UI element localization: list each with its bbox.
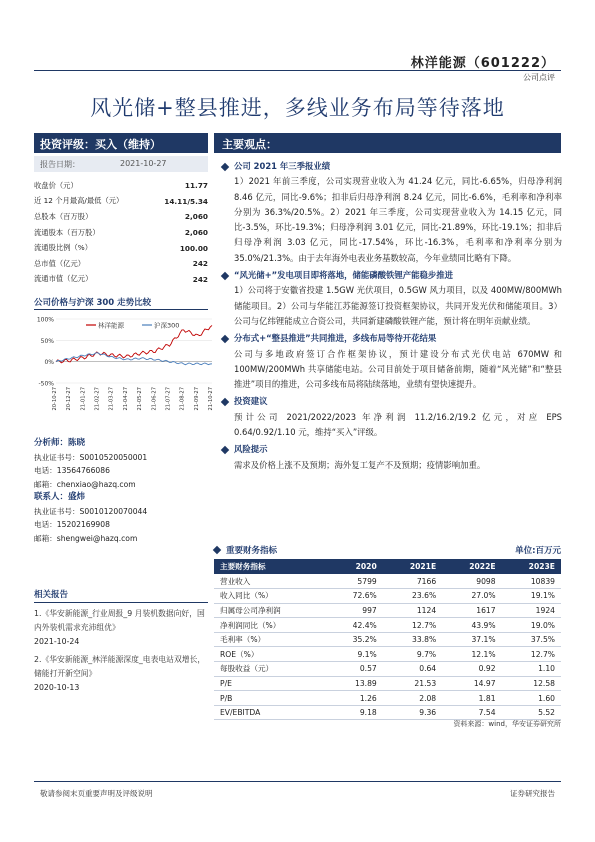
x-tick-label: 21-05-27 xyxy=(137,387,144,411)
x-tick-label: 20-10-27 xyxy=(52,387,58,411)
report-type: 公司点评 xyxy=(523,73,555,82)
fin-cell: 0.64 xyxy=(383,662,442,677)
main-views-bar: 主要观点： xyxy=(214,133,561,153)
fin-header-cell: 主要财务指标 xyxy=(214,559,327,574)
fin-cell: 13.89 xyxy=(327,676,383,691)
fin-cell: 7166 xyxy=(383,574,442,589)
fin-cell: 43.9% xyxy=(442,618,501,633)
fin-cell: 23.6% xyxy=(383,589,442,604)
view-paragraph: 1）2021 年前三季度，公司实现营业收入为 41.24 亿元，同比-6.65%，归母净利润 8.46 亿元，同比-9.6%；扣非后归母净利润 8.24 亿元，同比-6.6%，毛利率和净利率分别为 36.3%/20.5%。2）2021 年三季度，公司实现营业收入为 14.15 亿元，同比-3.5%，环比-19.3%；归母净利润 3.01 亿元，同比-21.89%，环比-19.1%；扣非后归母净利润 3.03 亿元，同比-17.54%，环比-16.3%，毛利率和净利率分别为 35.0%/21.3%。由于去年海外电表业务基数较高，今年业绩同比略有下降。 xyxy=(234,176,562,263)
y-tick-label: 50% xyxy=(40,337,54,345)
y-tick-label: 100% xyxy=(36,316,54,324)
table-row xyxy=(214,632,561,647)
stat-row xyxy=(34,256,208,272)
fin-cell: 12.58 xyxy=(502,676,561,691)
fin-cell: 9.7% xyxy=(383,647,442,662)
fin-cell: 净利润同比（%） xyxy=(214,618,327,633)
fin-cell: 10839 xyxy=(502,574,561,589)
view-heading-text: 分布式+“整县推进”共同推进，多线布局等待开花结果 xyxy=(234,333,437,344)
table-row xyxy=(214,618,561,633)
legend-label: 林洋能源 xyxy=(98,321,124,330)
stat-label: 流通股比例（%） xyxy=(34,243,93,253)
report-date-bar xyxy=(34,156,208,172)
fin-cell: EV/EBITDA xyxy=(214,705,327,720)
stat-label: 流通股本（百万股） xyxy=(34,227,100,237)
fin-cell: 14.97 xyxy=(442,676,501,691)
fin-cell: 37.5% xyxy=(502,632,561,647)
table-row xyxy=(214,705,561,720)
analyst-contact: 执业证书号：S0010520050001 xyxy=(34,452,148,462)
fin-cell: 9.18 xyxy=(327,705,383,720)
view-paragraph: 公司与多地政府签订合作框架协议，预计建设分布式光伏电站 670MW 和 100MW/200MWh 共享储能电站。公司目前处于项目储备前期，随着“风光储”和“整县推进”项目的推进，公司多线布局将陆续落地，业绩有望快速提升。 xyxy=(234,348,562,390)
x-tick-label: 21-08-27 xyxy=(179,387,186,411)
fin-cell: 27.0% xyxy=(442,589,501,604)
related-report-link[interactable]: 1.《华安新能源_行业周报_9 月装机数据向好，国内外装机需求充沛组优》 xyxy=(34,609,205,632)
x-tick-label: 21-04-27 xyxy=(122,387,129,411)
view-heading-text: 公司 2021 年三季报业绩 xyxy=(234,161,331,171)
stat-value: 242 xyxy=(192,259,208,269)
analyst-contact: 邮箱：chenxiao@hazq.com xyxy=(34,479,136,489)
stat-row xyxy=(34,194,208,210)
stat-value: 2,060 xyxy=(184,212,208,222)
x-tick-label: 21-07-27 xyxy=(165,387,172,411)
rating-bar: 投资评级：买入（维持） xyxy=(34,133,208,153)
stat-value: 2,060 xyxy=(184,228,208,238)
diamond-icon xyxy=(213,546,221,554)
x-tick-label: 21-06-27 xyxy=(151,387,158,411)
related-divider xyxy=(34,602,208,603)
fin-cell: 2.08 xyxy=(383,691,442,706)
view-paragraph: 需求及价格上涨不及预期；海外复工复产不及预期；疫情影响加重。 xyxy=(234,459,486,470)
fin-header-cell: 2021E xyxy=(383,559,442,574)
footer-divider xyxy=(34,781,561,782)
fin-cell: 12.7% xyxy=(502,647,561,662)
financials-header xyxy=(214,544,561,556)
x-tick-label: 21-09-27 xyxy=(193,387,200,411)
fin-cell: 5799 xyxy=(327,574,383,589)
stat-label: 总股本（百万股） xyxy=(34,211,93,221)
fin-cell: P/B xyxy=(214,691,327,706)
x-tick-label: 21-01-27 xyxy=(80,387,87,411)
fin-cell: 997 xyxy=(327,603,383,618)
fin-cell: 9.1% xyxy=(327,647,383,662)
fin-cell: 营业收入 xyxy=(214,574,327,589)
fin-header-cell: 2023E xyxy=(502,559,561,574)
stock-stats xyxy=(34,178,208,287)
main-views xyxy=(222,158,562,475)
table-row xyxy=(214,603,561,618)
financials-unit: 单位:百万元 xyxy=(515,546,561,556)
fin-cell: 35.2% xyxy=(327,632,383,647)
price-chart-divider xyxy=(34,309,208,310)
table-row xyxy=(214,691,561,706)
fin-cell: 72.6% xyxy=(327,589,383,604)
fin-cell: 19.0% xyxy=(502,618,561,633)
stat-row xyxy=(34,225,208,241)
fin-cell: 21.53 xyxy=(383,676,442,691)
fin-cell: 9098 xyxy=(442,574,501,589)
fin-cell: P/E xyxy=(214,676,327,691)
view-heading xyxy=(222,394,562,409)
report-date-label: 报告日期： xyxy=(40,160,80,169)
x-tick-label: 20-12-27 xyxy=(66,387,73,411)
stat-row xyxy=(34,209,208,225)
fin-cell: 1.10 xyxy=(502,662,561,677)
stat-row xyxy=(34,240,208,256)
price-chart-svg xyxy=(34,313,218,431)
view-heading-text: “风光储+”发电项目即将落地，储能磷酸铁锂产能稳步推进 xyxy=(234,270,454,281)
x-tick-label: 21-02-27 xyxy=(94,387,101,411)
x-tick-label: 21-10-27 xyxy=(208,387,214,411)
fin-cell: 1.60 xyxy=(502,691,561,706)
fin-cell: 1617 xyxy=(442,603,501,618)
analyst-contact: 邮箱：shengwei@hazq.com xyxy=(34,533,138,543)
financials-table xyxy=(214,559,561,720)
related-report-date: 2020-10-13 xyxy=(34,683,80,692)
fin-cell: 5.52 xyxy=(502,705,561,720)
fin-cell: 33.8% xyxy=(383,632,442,647)
top-divider xyxy=(34,70,561,71)
view-paragraph: 1）公司将于安徽省投建 1.5GW 光伏项目，0.5GW 风力项目，以及 400MW/800MWh 储能项目。2）公司与华能江苏能源签订投资框架协议，共同开发光伏和储能项目。3）公司与亿纬锂能成立合资公司，共同新建磷酸铁锂产能，预计将在明年贡献业绩。 xyxy=(234,285,562,326)
y-tick-label: 0% xyxy=(44,359,54,367)
view-heading xyxy=(222,268,562,283)
view-paragraph: 预计公司 2021/2022/2023 年净利润 11.2/16.2/19.2 亿元，对应 EPS 0.64/0.92/1.10 元，维持“买入”评级。 xyxy=(234,411,562,438)
view-heading-text: 风险提示 xyxy=(234,444,268,455)
fin-cell: 1.81 xyxy=(442,691,501,706)
table-row xyxy=(214,676,561,691)
stat-value: 100.00 xyxy=(179,243,208,253)
analyst-name: 分析师：陈晓 xyxy=(34,438,86,448)
analyst-block xyxy=(34,437,208,545)
stat-row xyxy=(34,178,208,194)
table-row xyxy=(214,662,561,677)
fin-cell: 7.54 xyxy=(442,705,501,720)
fin-cell: 每股收益（元） xyxy=(214,662,327,677)
financials-title: 重要财务指标 xyxy=(214,544,277,556)
table-row xyxy=(214,589,561,604)
diamond-icon xyxy=(221,446,229,454)
price-chart-title: 公司价格与沪深 300 走势比较 xyxy=(34,298,152,308)
x-tick-label: 21-03-27 xyxy=(108,387,115,411)
price-chart xyxy=(34,313,218,431)
related-report-link[interactable]: 2.《华安新能源_林洋能源深度_电表电站双增长，储能打开新空间》 xyxy=(34,655,206,678)
fin-cell: 9.36 xyxy=(383,705,442,720)
stat-label: 流通市值（亿元） xyxy=(34,274,93,284)
stat-value: 242 xyxy=(192,274,208,284)
analyst-contact: 电话：13564766086 xyxy=(34,466,110,475)
fin-cell: 收入同比（%） xyxy=(214,589,327,604)
fin-cell: 归属母公司净利润 xyxy=(214,603,327,618)
fin-cell: 42.4% xyxy=(327,618,383,633)
analyst-name: 联系人：盛炜 xyxy=(34,492,86,502)
fin-cell: 0.92 xyxy=(442,662,501,677)
related-report-date: 2021-10-24 xyxy=(34,637,80,646)
report-title: 风光储+整县推进，多线业务布局等待落地 xyxy=(90,96,505,120)
analyst-contact: 执业证书号：S0010120070044 xyxy=(34,506,148,516)
footer-label: 证券研究报告 xyxy=(510,789,555,798)
stat-label: 收盘价（元） xyxy=(34,180,78,190)
diamond-icon xyxy=(221,398,229,406)
diamond-icon xyxy=(221,335,229,343)
table-row xyxy=(214,647,561,662)
footer-disclaimer: 敬请参阅末页重要声明及评级说明 xyxy=(40,789,153,798)
fin-cell: 0.57 xyxy=(327,662,383,677)
related-title: 相关报告 xyxy=(34,590,69,600)
fin-header-cell: 2020 xyxy=(327,559,383,574)
view-heading-text: 投资建议 xyxy=(234,396,268,407)
y-tick-label: -50% xyxy=(38,380,54,388)
fin-cell: ROE（%） xyxy=(214,647,327,662)
fin-cell: 1.26 xyxy=(327,691,383,706)
related-reports xyxy=(34,588,208,699)
stat-label: 总市值（亿元） xyxy=(34,258,86,268)
table-row xyxy=(214,574,561,589)
fin-cell: 1924 xyxy=(502,603,561,618)
stat-row xyxy=(34,272,208,288)
legend-label: 沪深300 xyxy=(154,321,180,330)
series-line-0 xyxy=(56,325,212,362)
view-heading xyxy=(222,331,562,346)
diamond-icon xyxy=(221,271,229,279)
fin-cell: 12.7% xyxy=(383,618,442,633)
fin-cell: 37.1% xyxy=(442,632,501,647)
view-heading xyxy=(222,159,562,174)
stat-label: 近 12 个月最高/最低（元） xyxy=(34,196,124,206)
report-date: 2021-10-27 xyxy=(120,159,167,168)
view-heading xyxy=(222,442,562,457)
fin-header-cell: 2022E xyxy=(442,559,501,574)
stat-value: 11.77 xyxy=(184,181,208,191)
fin-cell: 1124 xyxy=(383,603,442,618)
fin-cell: 毛利率（%） xyxy=(214,632,327,647)
stat-value: 14.11/5.34 xyxy=(164,196,208,206)
fin-cell: 19.1% xyxy=(502,589,561,604)
financials-source: 资料来源：wind，华安证券研究所 xyxy=(453,720,561,728)
company-name: 林洋能源（601222） xyxy=(410,56,555,71)
analyst-contact: 电话：15202169908 xyxy=(34,520,110,529)
diamond-icon xyxy=(221,162,229,170)
fin-cell: 12.1% xyxy=(442,647,501,662)
